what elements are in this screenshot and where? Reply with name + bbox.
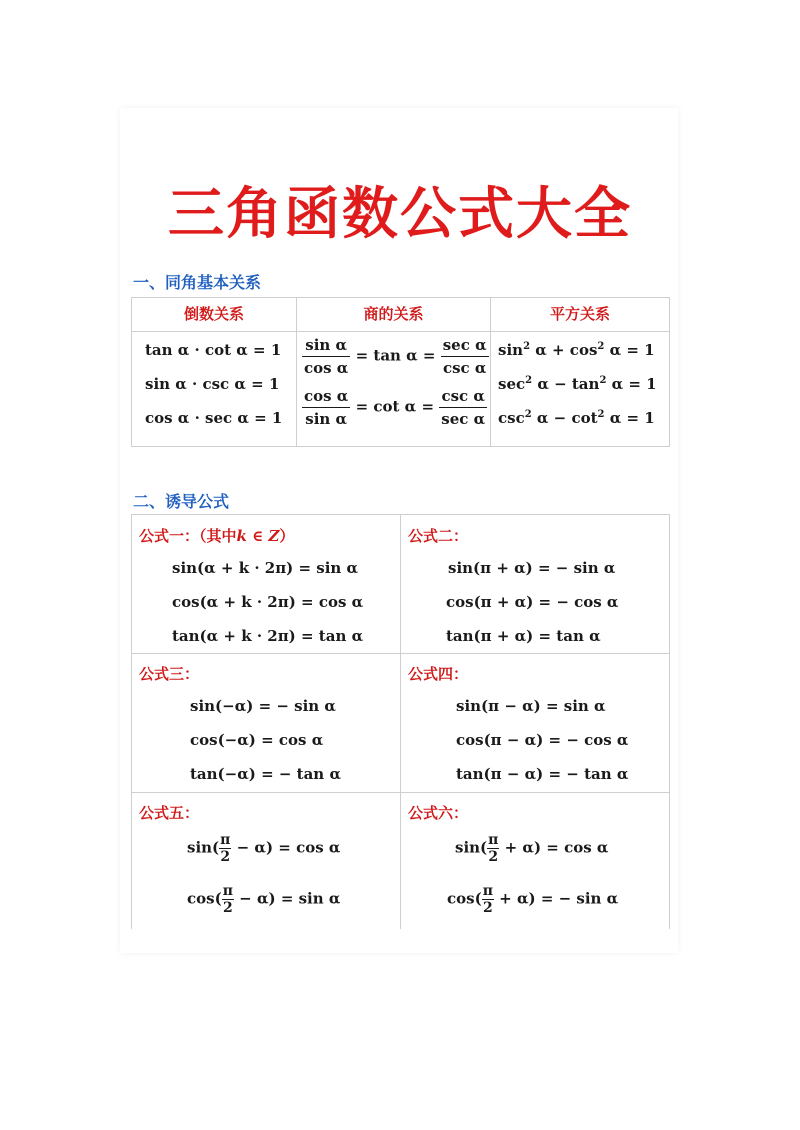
- formula-line: tan(−α) = − tan α: [190, 765, 341, 783]
- fraction: [439, 386, 487, 429]
- term: α = 1: [604, 341, 655, 359]
- reciprocal-formula: sin α · csc α = 1: [145, 375, 280, 393]
- fraction: [302, 335, 350, 378]
- fraction: [302, 386, 350, 429]
- numerator: sin α: [302, 335, 350, 357]
- basic-relations-table: [131, 297, 670, 447]
- square-formula: [498, 375, 657, 393]
- section-heading-induction: 二、诱导公式: [133, 492, 230, 511]
- formula-line: [455, 832, 608, 865]
- formula-line: tan(π + α) = tan α: [446, 627, 601, 645]
- formula-line: [187, 832, 340, 865]
- numerator: π: [222, 883, 233, 899]
- pi-half-fraction: [482, 883, 494, 916]
- exponent: 2: [599, 375, 607, 386]
- page-title: 三角函数公式大全: [168, 182, 632, 247]
- formula-line: sin(−α) = − sin α: [190, 697, 336, 715]
- term: α + cos: [530, 341, 598, 359]
- formula-line: sin(π − α) = sin α: [456, 697, 606, 715]
- row-divider: [132, 653, 669, 654]
- function: sin(: [187, 838, 220, 857]
- exponent: 2: [597, 341, 605, 352]
- denominator: 2: [488, 849, 499, 865]
- function: sin(: [455, 838, 488, 857]
- remainder: − α) = cos α: [231, 838, 341, 857]
- remainder: + α) = − sin α: [493, 889, 619, 908]
- formula-line: cos(−α) = cos α: [190, 731, 324, 749]
- group-label-formula-2: 公式二：: [408, 527, 469, 545]
- denominator: sin α: [305, 410, 348, 428]
- denominator: cos α: [304, 359, 349, 377]
- numerator: csc α: [439, 386, 487, 408]
- formula-line: cos(π + α) = − cos α: [446, 593, 619, 611]
- header-quotient: 商的关系: [363, 305, 424, 323]
- group-label-formula-6: 公式六：: [408, 804, 469, 822]
- formula-line: [187, 883, 340, 916]
- function: cos(: [187, 889, 222, 908]
- term: α = 1: [604, 409, 655, 427]
- exponent: 2: [597, 409, 605, 420]
- pi-half-fraction: [487, 832, 499, 865]
- term: csc: [498, 409, 525, 427]
- numerator: π: [220, 832, 231, 848]
- numerator: cos α: [302, 386, 350, 408]
- term: α − cot: [531, 409, 598, 427]
- denominator: csc α: [442, 359, 487, 377]
- label-close: ）: [279, 527, 295, 545]
- quotient-formula: [302, 386, 487, 429]
- denominator: 2: [220, 849, 231, 865]
- quotient-middle: = tan α =: [355, 346, 436, 365]
- quotient-middle: = cot α =: [355, 397, 435, 416]
- exponent: 2: [523, 341, 531, 352]
- header-divider: [132, 331, 669, 332]
- group-label-formula-1: [139, 525, 294, 546]
- header-reciprocal: 倒数关系: [183, 305, 244, 323]
- square-formula: [498, 341, 655, 359]
- formula-line: cos(π − α) = − cos α: [456, 731, 629, 749]
- term: sin: [498, 341, 524, 359]
- denominator: sec α: [441, 410, 486, 428]
- column-divider: [400, 515, 401, 929]
- label-text: 公式一：（其中: [139, 527, 237, 545]
- pi-half-fraction: [219, 832, 231, 865]
- reciprocal-formula: cos α · sec α = 1: [145, 409, 283, 427]
- formula-line: tan(π − α) = − tan α: [456, 765, 629, 783]
- square-formula: [498, 409, 655, 427]
- condition: k ∈ Z: [236, 527, 280, 545]
- term: α = 1: [606, 375, 657, 393]
- function: cos(: [447, 889, 482, 908]
- formula-line: sin(α + k · 2π) = sin α: [172, 559, 359, 577]
- formula-line: [447, 883, 618, 916]
- row-divider: [132, 792, 669, 793]
- denominator: 2: [482, 900, 493, 916]
- pi-half-fraction: [222, 883, 234, 916]
- numerator: π: [488, 832, 499, 848]
- denominator: 2: [222, 900, 233, 916]
- remainder: + α) = cos α: [499, 838, 609, 857]
- group-label-formula-4: 公式四：: [408, 665, 469, 683]
- header-square: 平方关系: [549, 305, 610, 323]
- section-heading-identities: 一、同角基本关系: [133, 273, 262, 292]
- formula-line: cos(α + k · 2π) = cos α: [172, 593, 364, 611]
- formula-line: sin(π + α) = − sin α: [448, 559, 616, 577]
- numerator: sec α: [441, 335, 489, 357]
- group-label-formula-3: 公式三：: [139, 665, 200, 683]
- remainder: − α) = sin α: [233, 889, 341, 908]
- reciprocal-formula: tan α · cot α = 1: [145, 341, 282, 359]
- term: α − tan: [532, 375, 600, 393]
- exponent: 2: [524, 409, 532, 420]
- exponent: 2: [525, 375, 533, 386]
- formula-line: tan(α + k · 2π) = tan α: [172, 627, 364, 645]
- induction-formulas-table: [131, 514, 670, 929]
- fraction: [441, 335, 489, 378]
- group-label-formula-5: 公式五：: [139, 804, 200, 822]
- term: sec: [498, 375, 526, 393]
- numerator: π: [482, 883, 493, 899]
- quotient-formula: [302, 335, 489, 378]
